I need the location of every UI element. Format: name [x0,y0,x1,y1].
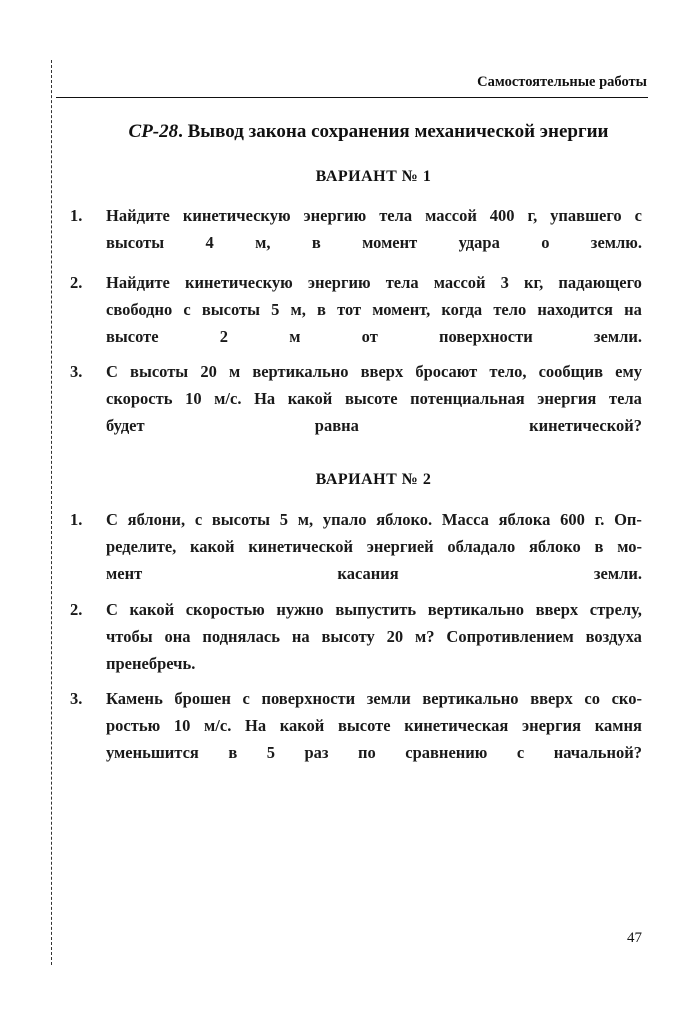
problem-line: свободно с высоты 5 м, в тот момент, когда тело находится на [106,300,642,319]
problem-number: 1. [70,206,83,225]
problem-line: скорость 10 м/с. На какой высоте потенциальная энергия тела [106,389,642,408]
problem-number: 2. [70,273,83,292]
cut-line [51,60,52,965]
page-title [0,121,697,143]
problem-number: 3. [70,362,83,381]
problem [70,358,642,439]
running-header: Самостоятельные работы [477,74,647,90]
problem-line: С какой скоростью нужно выпустить вертикально вверх стрелу, [106,600,642,619]
header-rule [56,97,648,98]
problem-line: уменьшится в 5 раз по сравнению с начальной? [106,743,642,762]
problem [70,202,642,256]
problem-line: Найдите кинетическую энергию тела массой 3 кг, падающего [106,273,642,292]
problem-line: мент касания земли. [106,564,642,583]
problem-line: пренебречь. [106,654,196,673]
problem-line: чтобы она поднялась на высоту 20 м? Сопротивлением воздуха [106,627,642,646]
problem-number: 2. [70,600,83,619]
problem-number: 1. [70,510,83,529]
problem-line: высоты 4 м, в момент удара о землю. [106,233,642,252]
problem-line: ределите, какой кинетической энергией обладало яблоко в мо- [106,537,642,556]
problem [70,685,642,766]
problem-line: Камень брошен с поверхности земли вертикально вверх со ско- [106,689,642,708]
problem-line: будет равна кинетической? [106,416,642,435]
problem-line: С высоты 20 м вертикально вверх бросают тело, сообщив ему [106,362,642,381]
title-text: . Вывод закона сохранения механической энергии [178,121,609,142]
problem [70,506,642,587]
variant-heading: ВАРИАНТ № 1 [315,168,432,185]
problem [70,269,642,350]
problem [70,596,642,677]
variant-heading: ВАРИАНТ № 2 [315,471,432,488]
title-code: СР-28 [128,121,179,142]
problem-line: высоте 2 м от поверхности земли. [106,327,642,346]
problem-line: ростью 10 м/с. На какой высоте кинетическая энергия камня [106,716,642,735]
page-number: 47 [627,930,642,946]
problem-number: 3. [70,689,83,708]
problem-line: Найдите кинетическую энергию тела массой 400 г, упавшего с [106,206,642,225]
problem-line: С яблони, с высоты 5 м, упало яблоко. Масса яблока 600 г. Оп- [106,510,642,529]
